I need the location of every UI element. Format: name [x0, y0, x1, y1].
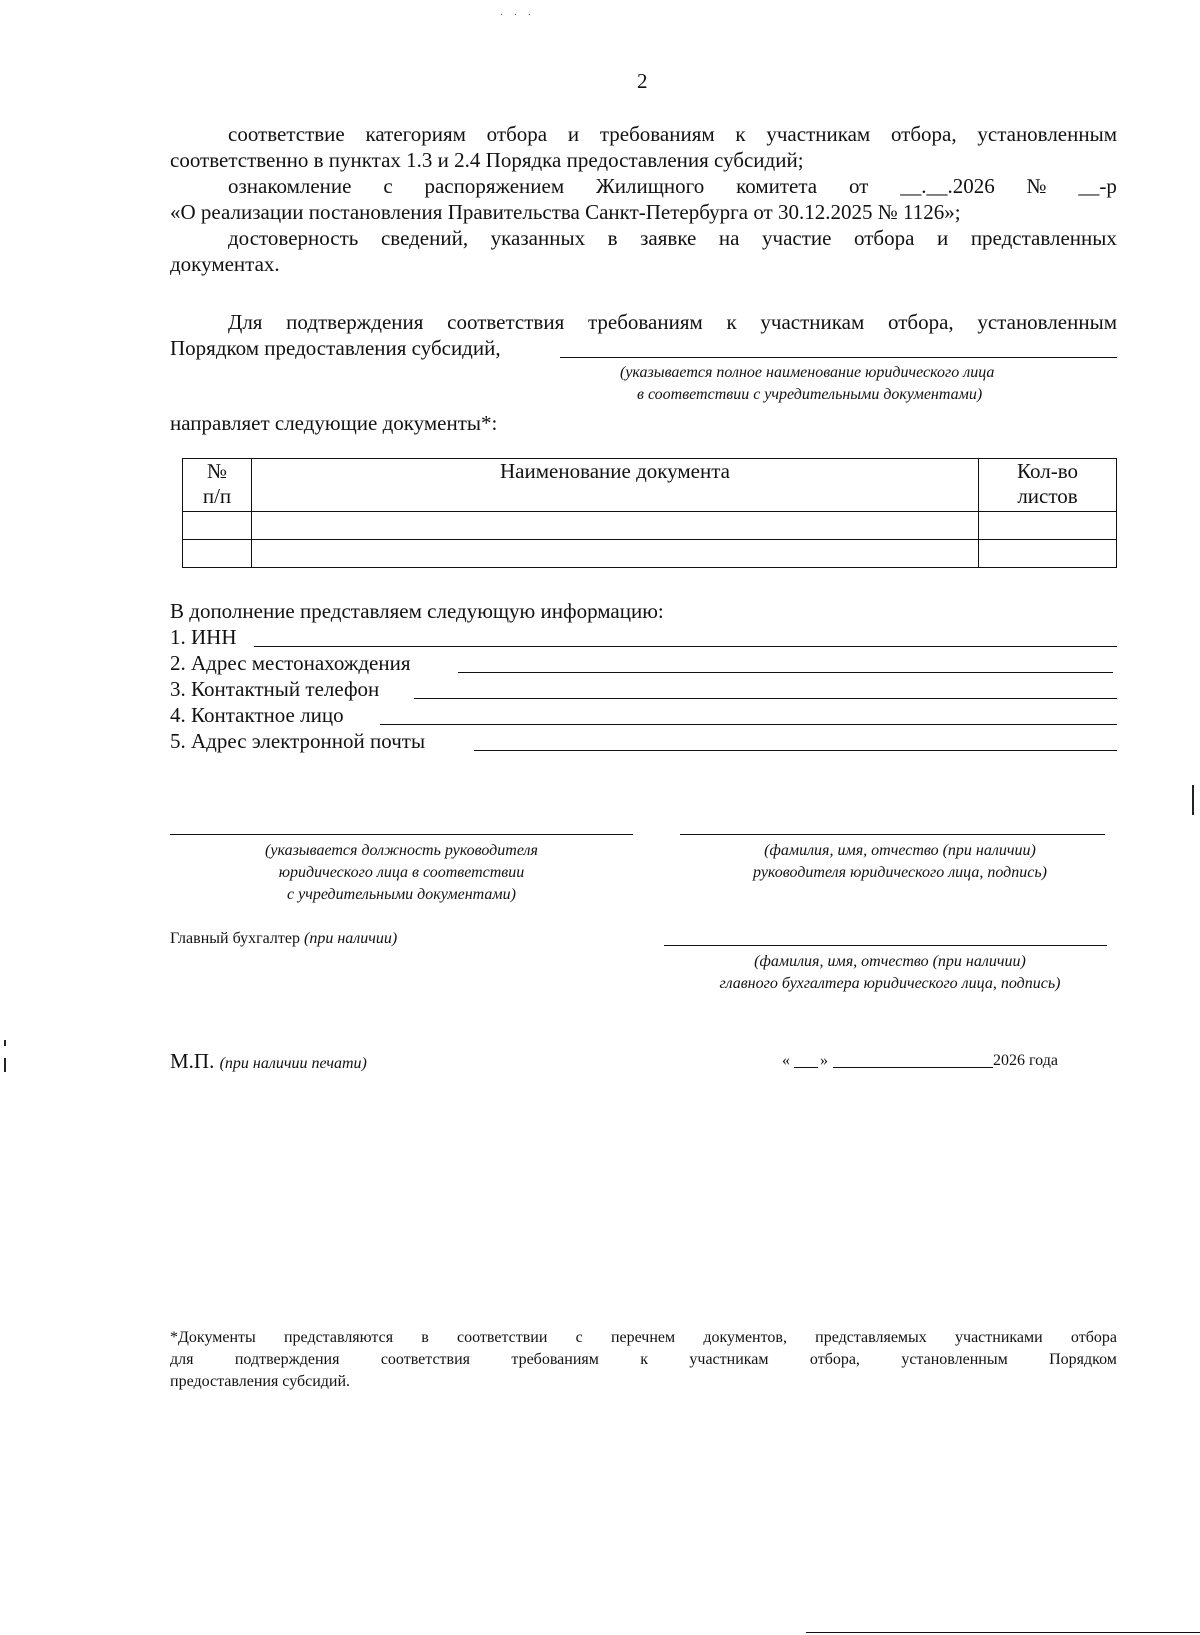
footnote-line-1: *Документы представляются в соответствии с перечнем документов, представляемых участниками отбора — [170, 1329, 1117, 1346]
paragraph-5: направляет следующие документы*: — [170, 411, 498, 435]
date-month-field[interactable] — [833, 1067, 993, 1068]
date-day-open-quote: « — [782, 1052, 790, 1069]
table-cell-document-name[interactable] — [252, 512, 979, 540]
paragraph-1-line-1: соответствие категориям отбора и требованиям к участникам отбора, установленным — [228, 122, 1117, 146]
info-address-field[interactable] — [458, 672, 1113, 673]
table-cell-sheet-count[interactable] — [979, 540, 1117, 568]
table-header-sheet-count: Кол-во листов — [979, 459, 1117, 512]
table-cell-sheet-count[interactable] — [979, 512, 1117, 540]
info-inn-label: 1. ИНН — [170, 625, 237, 649]
paragraph-1-line-2: соответственно в пунктах 1.3 и 2.4 Порядка предоставления субсидий; — [170, 148, 804, 172]
scan-bottom-edge-line — [806, 1632, 1200, 1633]
stamp-label: М.П. (при наличии печати) — [170, 1049, 367, 1073]
info-email-field[interactable] — [474, 750, 1117, 751]
table-cell-document-name[interactable] — [252, 540, 979, 568]
table-row — [183, 540, 1117, 568]
info-email-label: 5. Адрес электронной почты — [170, 729, 426, 753]
paragraph-3-line-2: документах. — [170, 252, 280, 276]
info-intro: В дополнение представляем следующую информацию: — [170, 599, 664, 623]
chief-accountant-label: Главный бухгалтер (при наличии) — [170, 930, 398, 947]
order-date: __.__.2026 — [900, 174, 995, 198]
scan-specks: · · · — [500, 10, 535, 21]
head-position-field[interactable] — [170, 834, 633, 835]
head-name-hint: (фамилия, имя, отчество (при наличии) руководителя юридического лица, подпись) — [753, 842, 1047, 881]
info-contact-person-label: 4. Контактное лицо — [170, 703, 344, 727]
documents-table — [182, 458, 1117, 568]
date-year: 2026 года — [993, 1052, 1058, 1069]
info-contact-person-field[interactable] — [380, 724, 1117, 725]
legal-entity-name-field[interactable] — [560, 357, 1117, 358]
info-phone-field[interactable] — [414, 698, 1117, 699]
scan-margin-mark-right — [1192, 785, 1194, 815]
date-day-field[interactable] — [794, 1067, 818, 1068]
legal-entity-hint-line-2: в соответствии с учредительными документами) — [637, 386, 983, 403]
scan-margin-mark-left-2 — [4, 1058, 6, 1072]
info-inn-field[interactable] — [254, 646, 1117, 647]
info-phone-label: 3. Контактный телефон — [170, 677, 380, 701]
table-cell-number[interactable] — [183, 512, 252, 540]
head-position-hint: (указывается должность руководителя юридического лица в соответствии с учредительными документами) — [265, 842, 538, 903]
paragraph-4-line-2: Порядком предоставления субсидий, — [170, 336, 501, 360]
footnote-line-3: предоставления субсидий. — [170, 1373, 351, 1390]
scan-margin-mark-left — [4, 1040, 6, 1046]
table-header-number: № п/п — [183, 459, 252, 512]
footnote-line-2: для подтверждения соответствия требованиям к участникам отбора, установленным Порядком — [170, 1351, 1117, 1368]
accountant-name-signature-field[interactable] — [664, 945, 1107, 946]
page-number: 2 — [637, 69, 648, 93]
table-cell-number[interactable] — [183, 540, 252, 568]
order-number: __-р — [1078, 174, 1117, 198]
accountant-name-hint: (фамилия, имя, отчество (при наличии) главного бухгалтера юридического лица, подпись) — [719, 953, 1061, 992]
info-address-label: 2. Адрес местонахождения — [170, 651, 411, 675]
table-row — [183, 512, 1117, 540]
paragraph-3-line-1: достоверность сведений, указанных в заявке на участие отбора и представленных — [228, 226, 1117, 250]
table-header-row — [183, 459, 1117, 512]
legal-entity-hint-line-1: (указывается полное наименование юридического лица — [620, 364, 995, 381]
paragraph-2-line-2: «О реализации постановления Правительства Санкт-Петербурга от 30.12.2025 № 1126»; — [170, 200, 961, 224]
paragraph-2-line-1: ознакомление с распоряжением Жилищного комитета от __.__.2026 № __-р — [228, 174, 1117, 198]
paragraph-4-line-1: Для подтверждения соответствия требованиям к участникам отбора, установленным — [228, 310, 1117, 334]
head-name-signature-field[interactable] — [680, 834, 1105, 835]
table-header-document-name: Наименование документа — [252, 459, 979, 512]
date-day-close-quote: » — [820, 1052, 828, 1069]
